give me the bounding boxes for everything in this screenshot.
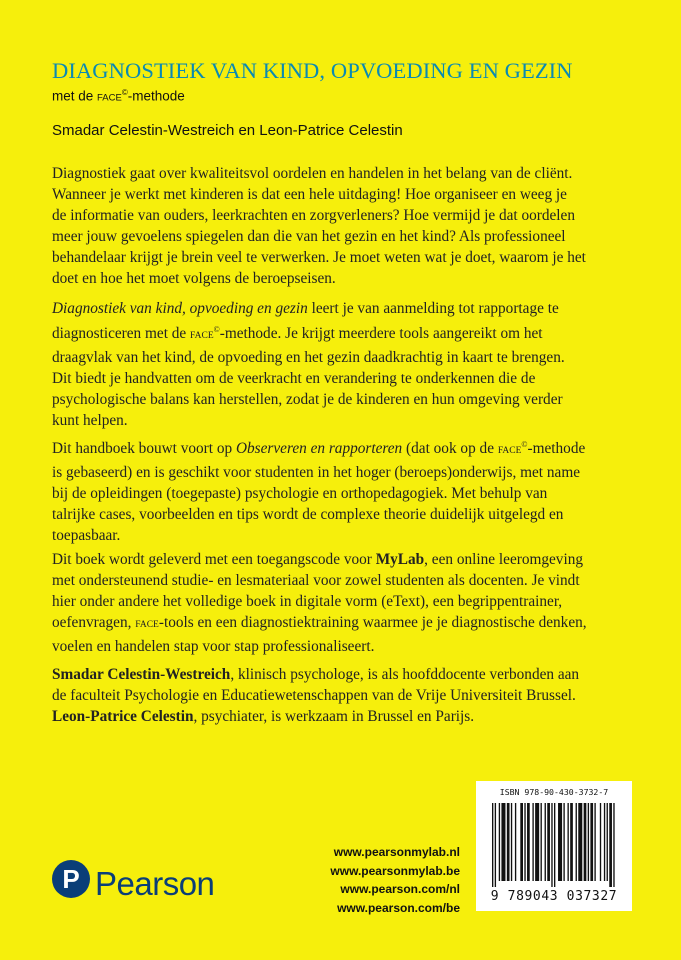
text-line: talrijke cases, voorbeelden en tips wordt de complexe theorie duidelijk uitgelegd en — [52, 506, 564, 524]
text-line: is gebaseerd) en is geschikt voor studenten in het hoger (beroeps)onderwijs, met name — [52, 464, 581, 482]
barcode-number: 9 789043 037327 — [490, 889, 618, 904]
paragraph-about-authors — [52, 664, 632, 727]
barcode-panel — [476, 781, 632, 911]
paragraph-audience — [52, 434, 632, 546]
text-line — [52, 612, 632, 636]
text-line: de faculteit Psychologie en Educatiewetenschappen van de Vrije Universiteit Brussel. — [52, 687, 576, 704]
barcode-bar — [558, 803, 562, 881]
text-line: bij de opleidingen (toegepaste) psychologie en orthopedagogiek. Met behulp van — [52, 485, 548, 503]
barcode-bar — [609, 803, 612, 887]
face-smallcaps: FACE — [497, 446, 522, 457]
book-subtitle — [52, 88, 185, 104]
paragraph-mylab — [52, 549, 632, 657]
barcode-bar — [578, 803, 582, 881]
text-segment: -methode. Je krijgt meerdere tools aangereikt om het — [219, 325, 543, 343]
face-smallcaps: FACE — [190, 331, 214, 342]
pearson-logo-icon — [52, 860, 90, 898]
text-segment: leert je van aanmelding tot rapportage te — [307, 300, 559, 317]
text-line: toepasbaar. — [52, 527, 121, 545]
barcode-bar — [607, 803, 608, 881]
text-segment: -methode — [527, 440, 586, 458]
text-line — [52, 706, 632, 727]
text-segment: diagnosticeren met de — [52, 325, 191, 343]
text-line: psychologische balans kan herstellen, zodat je de kinderen en hun omgeving verder — [52, 391, 563, 409]
subtitle-face: FACE — [97, 92, 122, 104]
text-line: draagvlak van het kind, de opvoeding en het gezin daadkrachtig in kaart te brengen. — [52, 349, 565, 367]
barcode-bar — [511, 803, 512, 881]
text-line: met ondersteunend studie- en lesmateriaal voor zowel studenten als docenten. Je vindt — [52, 572, 580, 589]
text-line — [52, 549, 632, 570]
author-name-bold: Smadar Celestin-Westreich — [52, 666, 231, 683]
text-line: hier onder andere het volledige boek in digitale vorm (eText), een begrippentrainer, — [52, 593, 563, 610]
text-line: Wanneer je werkt met kinderen is dat een hele uitdaging! Hoe organiseer en weeg je — [52, 186, 567, 203]
text-line — [52, 319, 632, 347]
face-smallcaps: FACE — [135, 620, 159, 630]
text-segment: -tools en een diagnostiektraining waarmee je je diagnostische denken, — [158, 614, 587, 631]
mylab-bold: MyLab — [375, 551, 425, 568]
subtitle-suffix: -methode — [127, 88, 185, 104]
barcode-bar — [507, 803, 510, 881]
text-segment: (dat ook op de — [402, 440, 498, 458]
book-title: DIAGNOSTIEK VAN KIND, OPVOEDING EN GEZIN — [52, 58, 573, 83]
author-name-bold: Leon-Patrice Celestin — [52, 708, 194, 725]
text-line: meer jouw gevoelens spiegelen dan die van het gezin en het kind? Als professioneel — [52, 228, 566, 245]
barcode-bar — [567, 803, 568, 881]
barcode-bar — [551, 803, 552, 887]
text-segment: , klinisch psychologe, is als hoofddocente verbonden aan — [230, 666, 580, 683]
barcode-bar — [594, 803, 595, 881]
barcode-bar — [495, 803, 496, 887]
barcode-bar — [524, 803, 525, 881]
barcode-bar — [520, 803, 523, 881]
text-line: behandelaar krijgt je brein veel te verwerken. Je moet weten wat je doet, waarom je het — [52, 249, 586, 266]
paragraph-method — [52, 298, 632, 431]
barcode-bar — [499, 803, 500, 881]
text-segment: Dit handboek bouwt voort op — [52, 440, 236, 458]
barcode-bar — [576, 803, 577, 881]
text-line — [52, 434, 632, 462]
barcode-bar — [535, 803, 539, 881]
copyright-sup: © — [213, 325, 220, 334]
text-line: voelen en handelen stap voor stap professionaliseert. — [52, 638, 375, 655]
barcode-bar — [590, 803, 593, 881]
url-link[interactable]: www.pearson.com/nl — [340, 882, 460, 896]
related-book-italic: Observeren en rapporteren — [235, 440, 403, 458]
url-link[interactable]: www.pearsonmylab.nl — [333, 845, 460, 859]
logo-letter: P — [62, 864, 80, 894]
text-segment: , een online leeromgeving — [424, 551, 584, 568]
text-line: Dit biedt je handvatten om de veerkracht en verandering te onderkennen die de — [52, 370, 536, 388]
paragraph-intro — [52, 163, 632, 289]
text-line: doet en hoe het moet volgens de beroepseisen. — [52, 270, 336, 287]
url-link[interactable]: www.pearsonmylab.be — [330, 863, 460, 878]
barcode-bar — [554, 803, 555, 887]
barcode-bar — [563, 803, 564, 881]
barcode-bar — [547, 803, 550, 881]
text-segment: , psychiater, is werkzaam in Brussel en Parijs. — [193, 708, 475, 725]
barcode-bar — [515, 803, 516, 881]
barcode-bar — [545, 803, 546, 881]
isbn-label: ISBN 978-90-430-3732-7 — [499, 787, 609, 797]
barcode-bar — [570, 803, 573, 881]
book-title-italic: Diagnostiek van kind, opvoeding en gezin — [52, 300, 308, 317]
text-segment: Dit boek wordt geleverd met een toegangscode voor — [52, 551, 376, 568]
text-line — [52, 664, 632, 685]
subtitle-prefix: met de — [52, 88, 98, 104]
barcode-graphic — [492, 803, 616, 887]
url-list — [330, 843, 460, 917]
barcode-bar — [492, 803, 493, 887]
barcode-bar — [600, 803, 601, 881]
barcode-bar — [541, 803, 542, 881]
barcode-bar — [501, 803, 505, 881]
barcode-bar — [584, 803, 587, 881]
barcode-bar — [532, 803, 533, 881]
text-line: de informatie van ouders, leerkrachten en zorgverleners? Hoe vermijd je dat oordelen — [52, 207, 575, 224]
text-line: kunt helpen. — [52, 412, 128, 430]
publisher-name: Pearson — [95, 865, 215, 902]
text-line: Diagnostiek gaat over kwaliteitsvol oordelen en handelen in het belang van de cliënt. — [52, 165, 573, 182]
barcode-bar — [613, 803, 614, 887]
url-link[interactable]: www.pearson.com/be — [337, 900, 460, 915]
subtitle-copyright: © — [121, 88, 128, 97]
barcode-bar — [604, 803, 605, 881]
book-authors: Smadar Celestin-Westreich en Leon-Patrice Celestin — [52, 122, 403, 139]
text-line — [52, 298, 632, 319]
barcode-bar — [527, 803, 530, 881]
copyright-sup: © — [521, 440, 528, 449]
barcode-bar — [588, 803, 589, 881]
text-segment: oefenvragen, — [52, 614, 136, 631]
